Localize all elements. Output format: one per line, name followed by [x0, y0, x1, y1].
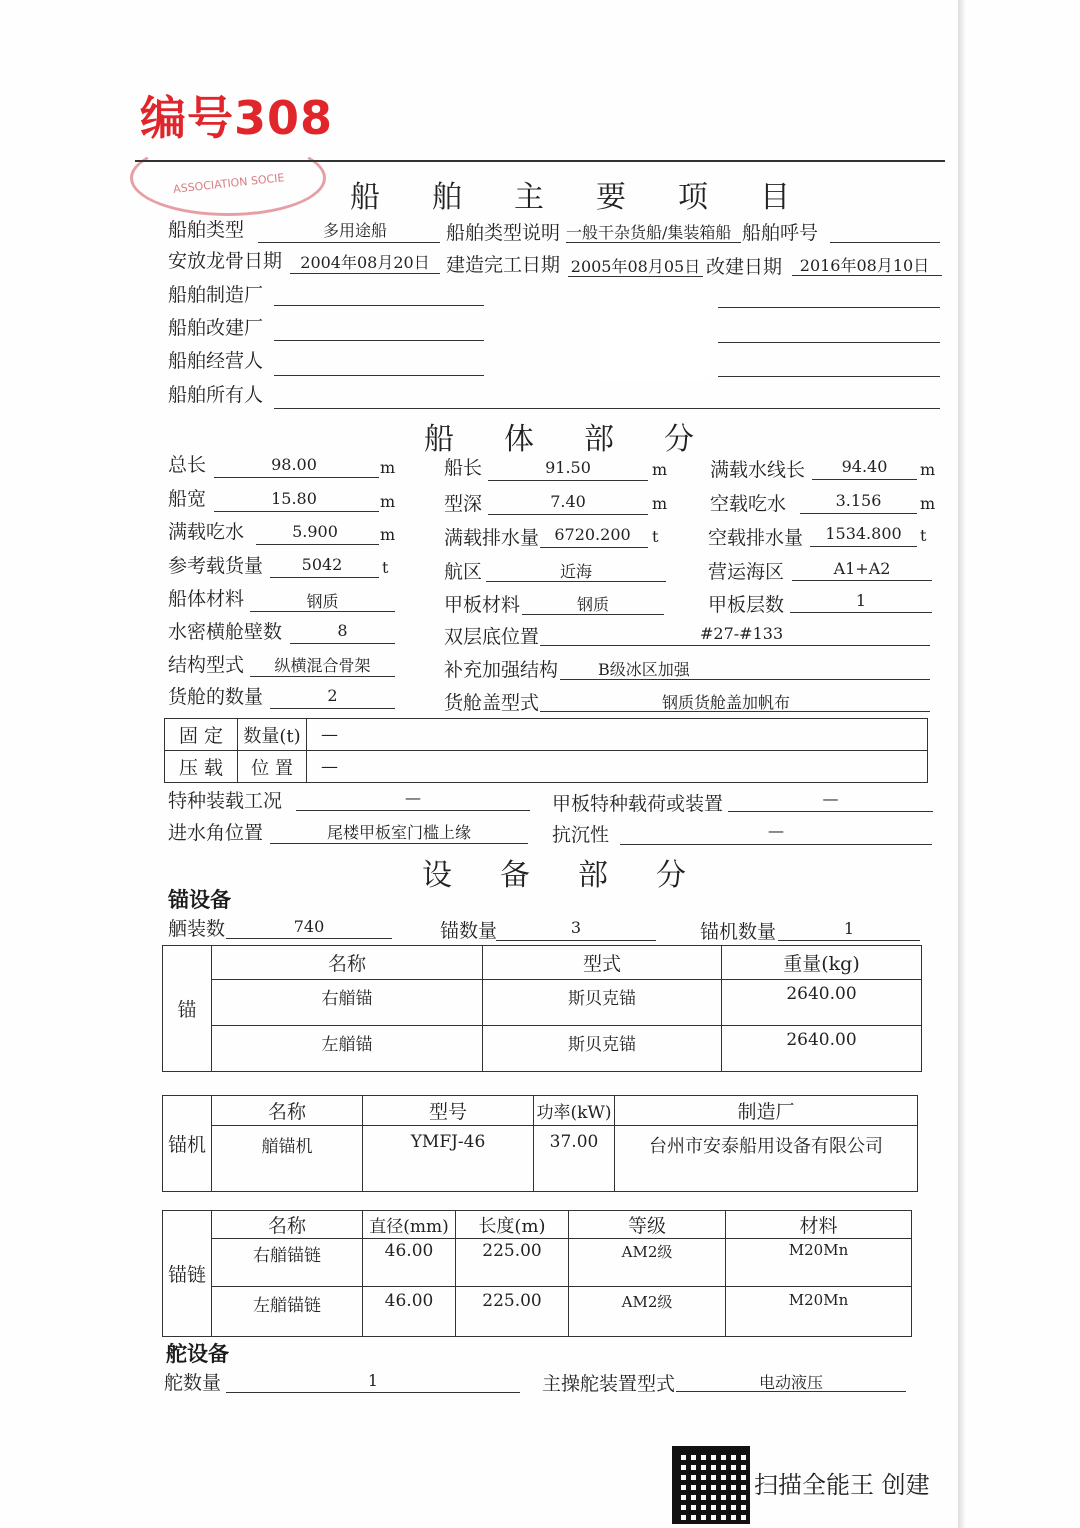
dwt-label: 参考载货量 — [168, 555, 264, 577]
underline — [274, 408, 940, 409]
deck-load-value: — — [822, 789, 839, 808]
page-edge-shadow — [958, 0, 966, 1528]
unsinkability-value: — — [768, 821, 784, 840]
reinforce-value: B级冰区加强 — [598, 660, 690, 679]
windlass-count-value: 1 — [843, 919, 855, 938]
top-rule — [135, 160, 945, 162]
chain-grade-cell: AM2级 — [569, 1287, 726, 1337]
underline — [676, 1391, 906, 1392]
lwl-label: 满载水线长 — [710, 459, 806, 481]
lbp-label: 船长 — [444, 457, 483, 479]
rudder-count-label: 舵数量 — [164, 1372, 222, 1394]
underline — [274, 375, 484, 376]
double-bottom-label: 双层底位置 — [444, 626, 540, 648]
underline — [214, 477, 379, 478]
windlass-table — [162, 1095, 918, 1192]
table-row — [163, 1239, 912, 1287]
depth-label: 型深 — [444, 493, 483, 515]
hull-title: 船体部分 — [424, 422, 744, 457]
underline — [790, 612, 932, 613]
chain-diameter-cell: 46.00 — [363, 1287, 456, 1337]
structure-value: 纵横混合骨架 — [274, 656, 371, 675]
unit: m — [380, 525, 396, 544]
underline — [620, 844, 932, 845]
unit: m — [652, 460, 668, 479]
deck-material-label: 甲板材料 — [444, 594, 521, 616]
underline — [718, 307, 940, 308]
deck-material-value: 钢质 — [576, 595, 609, 614]
lwl-value: 94.40 — [841, 457, 888, 476]
unit: m — [380, 458, 396, 477]
underline — [778, 940, 920, 941]
holds-value: 2 — [327, 686, 338, 705]
serial-number: 编号308 — [140, 91, 334, 145]
steering-gear-value: 电动液压 — [758, 1373, 823, 1392]
underline — [540, 547, 648, 548]
underline — [792, 580, 932, 581]
breadth-value: 15.80 — [271, 489, 317, 508]
table-row — [163, 980, 922, 1026]
underline — [540, 645, 930, 646]
keel-date-label: 安放龙骨日期 — [168, 250, 283, 272]
operator-label: 船舶经营人 — [168, 350, 264, 372]
underline — [566, 242, 741, 243]
ship-type-value: 多用途船 — [322, 221, 387, 240]
underline — [728, 811, 933, 812]
special-load-value: — — [405, 788, 421, 807]
unit: m — [920, 494, 936, 513]
keel-date-value: 2004年08月20日 — [300, 253, 430, 272]
main-title: 船舶主要项目 — [350, 180, 842, 215]
loa-label: 总长 — [168, 454, 207, 476]
chain-length-cell: 225.00 — [456, 1287, 569, 1337]
built-date-label: 建造完工日期 — [446, 254, 561, 276]
windlass-power-cell: 37.00 — [534, 1126, 615, 1192]
op-area-value: A1+A2 — [833, 559, 891, 578]
flood-angle-label: 进水角位置 — [168, 822, 264, 844]
windlass-count-label: 锚机数量 — [700, 921, 777, 943]
underline — [522, 614, 664, 615]
built-date-value: 2005年08月05日 — [570, 257, 701, 276]
owner-label: 船舶所有人 — [168, 384, 264, 406]
anchor-table-header: 型式 — [483, 946, 722, 980]
chain-table-side-label: 锚链 — [163, 1211, 212, 1337]
anchor-name-cell: 右艏锚 — [212, 980, 483, 1026]
bulkheads-value: 8 — [337, 621, 348, 640]
double-bottom-value: #27-#133 — [700, 624, 784, 643]
underline — [290, 643, 395, 644]
underline — [540, 711, 930, 712]
nav-area-label: 航区 — [444, 561, 483, 583]
hull-material-label: 船体材料 — [168, 588, 245, 610]
chain-diameter-cell: 46.00 — [363, 1239, 456, 1287]
unit: m — [652, 494, 668, 513]
anchor-equipment-heading: 锚设备 — [168, 888, 231, 912]
table-row — [163, 1126, 918, 1192]
hatch-value: 钢质货舱盖加帆布 — [662, 693, 791, 712]
full-draft-value: 5.900 — [292, 522, 338, 541]
equipment-title: 设备部分 — [422, 858, 734, 893]
builder-label: 船舶制造厂 — [168, 284, 264, 306]
scanner-watermark: 扫描全能王 创建 — [754, 1471, 930, 1499]
rebuilt-date-label: 改建日期 — [706, 256, 783, 278]
underline — [290, 273, 440, 274]
chain-table-header: 等级 — [569, 1211, 726, 1239]
underline — [226, 1392, 520, 1393]
full-draft-label: 满载吃水 — [168, 521, 245, 543]
table-row — [163, 1026, 922, 1072]
table-row — [163, 1287, 912, 1337]
underline — [718, 342, 940, 343]
windlass-table-header: 功率(kW) — [534, 1096, 615, 1126]
reinforce-label: 补充加强结构 — [444, 659, 559, 681]
full-disp-label: 满载排水量 — [444, 527, 540, 549]
underline — [250, 611, 395, 612]
anchor-weight-cell: 2640.00 — [722, 1026, 922, 1072]
windlass-model-cell: YMFJ-46 — [363, 1126, 534, 1192]
underline — [560, 679, 930, 680]
underline — [486, 581, 666, 582]
special-load-label: 特种装载工况 — [168, 790, 283, 812]
light-disp-value: 1534.800 — [825, 524, 902, 543]
redacted-area — [600, 280, 710, 380]
chain-material-cell: M20Mn — [726, 1239, 912, 1287]
depth-value: 7.40 — [550, 492, 586, 511]
anchor-name-cell: 左艏锚 — [212, 1026, 483, 1072]
full-disp-value: 6720.200 — [554, 525, 631, 544]
holds-label: 货舱的数量 — [168, 686, 264, 708]
anchor-table-header: 重量(kg) — [722, 946, 922, 980]
underline — [274, 340, 484, 341]
rudder-equipment-heading: 舵设备 — [166, 1342, 229, 1366]
underline — [568, 276, 703, 277]
windlass-table-header: 型号 — [363, 1096, 534, 1126]
underline — [270, 708, 395, 709]
deck-count-value: 1 — [855, 591, 867, 610]
ballast-pos-label: 位 置 — [238, 751, 307, 783]
underline — [792, 275, 942, 276]
chain-table-header: 直径(mm) — [363, 1211, 456, 1239]
outfit-number-value: 740 — [293, 917, 325, 936]
loa-value: 98.00 — [271, 455, 317, 474]
seal-stamp — [130, 140, 326, 216]
ballast-fixed-label: 固 定 — [165, 719, 238, 751]
underline — [250, 676, 395, 677]
underline — [256, 544, 379, 545]
underline — [488, 480, 648, 481]
windlass-table-header: 名称 — [212, 1096, 363, 1126]
anchor-count-value: 3 — [570, 918, 582, 937]
structure-label: 结构型式 — [168, 654, 245, 676]
unit: t — [382, 558, 389, 577]
chain-name-cell: 右艏锚链 — [212, 1239, 363, 1287]
rebuilt-date-value: 2016年08月10日 — [799, 256, 930, 275]
flood-angle-value: 尾楼甲板室门槛上缘 — [326, 823, 471, 842]
windlass-table-header: 制造厂 — [615, 1096, 918, 1126]
underline — [830, 242, 940, 243]
rudder-count-value: 1 — [367, 1371, 379, 1390]
light-disp-label: 空载排水量 — [708, 527, 804, 549]
anchor-table — [162, 945, 922, 1072]
light-draft-label: 空载吃水 — [710, 493, 787, 515]
unit: m — [920, 460, 936, 479]
underline — [214, 511, 379, 512]
seal-text: ASSOCIATION SOCIE — [172, 171, 285, 196]
steering-gear-label: 主操舵装置型式 — [542, 1373, 676, 1395]
ballast-ballast-label: 压 载 — [165, 751, 238, 783]
underline — [718, 376, 940, 377]
anchor-table-side-label: 锚 — [163, 946, 212, 1072]
chain-table-header: 长度(m) — [456, 1211, 569, 1239]
underline — [274, 305, 484, 306]
outfit-number-label: 舾装数 — [168, 918, 226, 940]
chain-table-header: 材料 — [726, 1211, 912, 1239]
chain-name-cell: 左艏锚链 — [212, 1287, 363, 1337]
ballast-qty-label: 数量(t) — [238, 719, 307, 751]
breadth-label: 船宽 — [168, 488, 207, 510]
ballast-qty-value: — — [307, 719, 928, 751]
anchor-weight-cell: 2640.00 — [722, 980, 922, 1026]
ballast-pos-value: — — [307, 751, 928, 783]
underline — [270, 577, 379, 578]
unit: t — [920, 526, 927, 545]
chain-table-header: 名称 — [212, 1211, 363, 1239]
chain-material-cell: M20Mn — [726, 1287, 912, 1337]
unit: m — [380, 492, 396, 511]
windlass-name-cell: 艏锚机 — [212, 1126, 363, 1192]
underline — [496, 940, 656, 941]
underline — [812, 479, 917, 480]
bulkheads-label: 水密横舱壁数 — [168, 621, 283, 643]
qr-code-icon — [672, 1446, 750, 1524]
windlass-maker-cell: 台州市安泰船用设备有限公司 — [615, 1126, 918, 1192]
deck-count-label: 甲板层数 — [708, 594, 785, 616]
anchor-table-header: 名称 — [212, 946, 483, 980]
rebuilder-label: 船舶改建厂 — [168, 317, 264, 339]
ship-type-label: 船舶类型 — [168, 219, 245, 241]
windlass-table-side-label: 锚机 — [163, 1096, 212, 1192]
underline — [800, 513, 917, 514]
anchor-count-label: 锚数量 — [440, 920, 498, 942]
chain-grade-cell: AM2级 — [569, 1239, 726, 1287]
underline — [226, 938, 392, 939]
op-area-label: 营运海区 — [708, 561, 785, 583]
underline — [270, 843, 528, 844]
nav-area-value: 近海 — [559, 562, 592, 581]
unit: t — [652, 527, 659, 546]
dwt-value: 5042 — [301, 555, 343, 574]
anchor-type-cell: 斯贝克锚 — [483, 1026, 722, 1072]
hull-material-value: 钢质 — [306, 592, 339, 611]
call-sign-label: 船舶呼号 — [742, 222, 819, 244]
chain-length-cell: 225.00 — [456, 1239, 569, 1287]
deck-load-label: 甲板特种载荷或装置 — [552, 793, 724, 815]
hatch-label: 货舱盖型式 — [444, 692, 540, 714]
anchor-type-cell: 斯贝克锚 — [483, 980, 722, 1026]
light-draft-value: 3.156 — [835, 491, 882, 510]
ship-type-desc-label: 船舶类型说明 — [446, 222, 561, 244]
underline — [258, 242, 440, 243]
underline — [296, 810, 530, 811]
chain-table — [162, 1210, 912, 1337]
underline — [810, 546, 917, 547]
unsinkability-label: 抗沉性 — [552, 824, 610, 846]
ship-type-desc-value: 一般干杂货船/集装箱船 — [566, 223, 732, 242]
underline — [488, 514, 648, 515]
lbp-value: 91.50 — [545, 458, 591, 477]
ballast-table — [164, 718, 928, 783]
